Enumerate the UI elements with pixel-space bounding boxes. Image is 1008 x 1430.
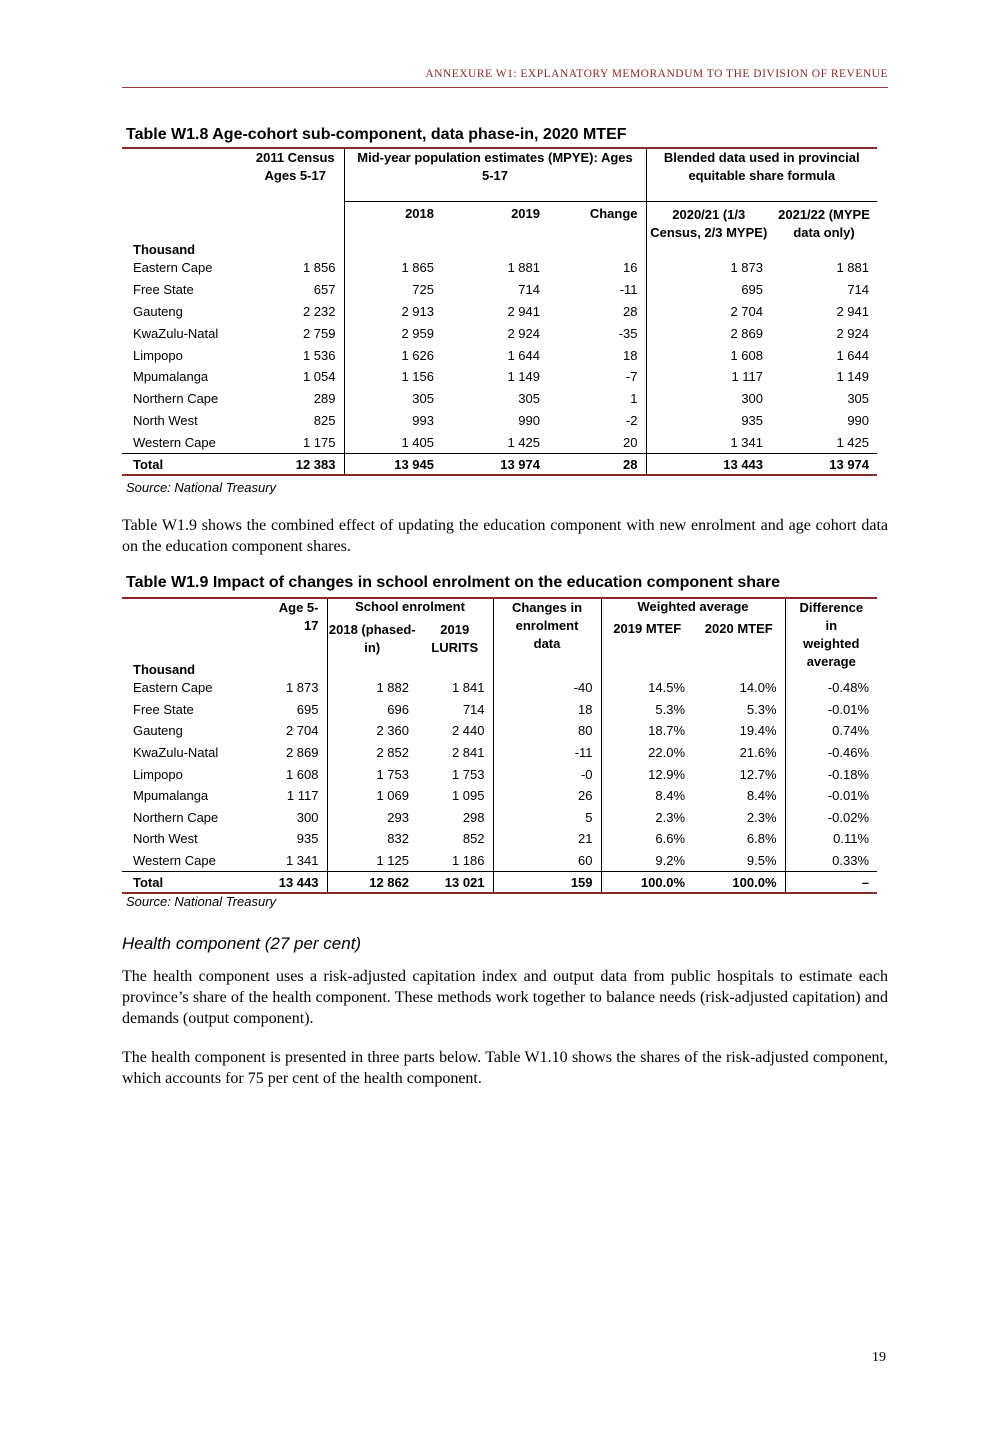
cell-y2021: 1 425	[836, 434, 870, 450]
cell-y2021: 1 149	[836, 369, 870, 385]
cell-e2019: 714	[462, 701, 485, 717]
cell-w2019: 14.5%	[601, 677, 693, 699]
table-row	[122, 763, 877, 785]
cell-y2021: 13 974	[771, 454, 877, 476]
row-label: Western Cape	[133, 434, 216, 450]
cell-e2019: 2 841	[451, 745, 485, 761]
cell-change: 18	[623, 347, 638, 363]
cell-y2019: 305	[518, 391, 540, 407]
row-label: Total	[122, 454, 247, 476]
table-row	[122, 279, 877, 301]
cell-diff: 0.11%	[785, 828, 877, 850]
cell-diff: 0.74%	[785, 720, 877, 742]
table-row	[122, 828, 877, 850]
cell-e2019: 2 440	[451, 723, 485, 739]
row-label: Limpopo	[133, 347, 183, 363]
table2-source: Source: National Treasury	[126, 894, 277, 909]
cell-w2020: 14.0%	[739, 680, 777, 696]
cell-e2019: 1 841	[451, 680, 485, 696]
t2-header-2019: 2019 LURITS	[431, 622, 479, 655]
cell-change: -35	[618, 325, 638, 341]
row-label: KwaZulu-Natal	[133, 745, 219, 761]
total-row	[122, 872, 877, 894]
cell-c2011: 2 759	[302, 325, 336, 341]
row-label: Western Cape	[133, 853, 216, 869]
cell-y2018: 1 156	[344, 366, 442, 388]
cell-changes: -11	[493, 742, 601, 764]
cell-w2019: 18.7%	[601, 720, 693, 742]
cell-e2018: 293	[327, 807, 417, 829]
row-label: North West	[133, 831, 198, 847]
cell-diff: -0.48%	[785, 677, 877, 699]
table-row	[122, 720, 877, 742]
t2-header-age: Age 5-17	[247, 598, 327, 677]
running-header: ANNEXURE W1: EXPLANATORY MEMORANDUM TO THE DIVISION OF REVENUE	[425, 68, 888, 80]
cell-e2018: 12 862	[327, 872, 417, 894]
row-label: KwaZulu-Natal	[133, 325, 219, 341]
row-label: Total	[122, 872, 247, 894]
row-label: Eastern Cape	[133, 680, 213, 696]
cell-y2021: 714	[847, 282, 870, 298]
cell-w2019: 22.0%	[601, 742, 693, 764]
cell-e2019: 852	[462, 831, 485, 847]
cell-y2020: 2 869	[646, 322, 771, 344]
cell-age: 1 117	[286, 788, 319, 804]
row-label: Free State	[133, 282, 194, 298]
cell-e2018: 832	[327, 828, 417, 850]
paragraph-3: The health component is presented in three parts below. Table W1.10 shows the shares of the risk-adjusted component, which accounts for 75 per cent of the health component.	[122, 1049, 888, 1087]
cell-change: 1	[630, 391, 638, 407]
cell-diff: -0.01%	[785, 785, 877, 807]
cell-y2020: 2 704	[646, 301, 771, 323]
cell-age: 695	[296, 701, 319, 717]
cell-changes: 21	[493, 828, 601, 850]
cell-w2019: 6.6%	[601, 828, 693, 850]
cell-y2018: 1 405	[344, 431, 442, 453]
cell-w2020: 100.0%	[693, 872, 785, 894]
table-row	[122, 322, 877, 344]
cell-y2018: 13 945	[344, 454, 442, 476]
cell-w2019: 5.3%	[601, 699, 693, 721]
table-row	[122, 301, 877, 323]
cell-c2011: 1 175	[302, 434, 336, 450]
cell-w2020: 2.3%	[746, 809, 777, 825]
table-row	[122, 431, 877, 453]
cell-y2019: 2 941	[507, 303, 540, 319]
cell-y2019: 13 974	[442, 454, 548, 476]
t2-header-weighted: Weighted average	[601, 598, 785, 617]
cell-y2019: 1 149	[507, 369, 540, 385]
cell-w2019: 12.9%	[601, 763, 693, 785]
cell-changes: 5	[493, 807, 601, 829]
cell-diff: –	[785, 872, 877, 894]
t1-header-unit: Thousand	[133, 242, 196, 257]
row-label: North West	[133, 412, 198, 428]
row-label: Northern Cape	[133, 809, 219, 825]
cell-e2018: 1 125	[327, 850, 417, 872]
cell-y2020: 1 608	[646, 344, 771, 366]
cell-w2019: 2.3%	[601, 807, 693, 829]
paragraph-1: Table W1.9 shows the combined effect of updating the education component with new enrolment and age cohort data on the education component shares.	[122, 517, 888, 555]
total-row	[122, 454, 877, 476]
cell-c2011: 825	[313, 412, 336, 428]
cell-diff: -0.02%	[785, 807, 877, 829]
cell-w2020: 9.5%	[746, 853, 777, 869]
cell-y2020: 300	[646, 388, 771, 410]
t1-header-2020: 2020/21 (1/3 Census, 2/3 MYPE)	[646, 201, 771, 257]
table-w1-9	[122, 597, 877, 894]
cell-change: 28	[548, 454, 646, 476]
cell-w2020: 21.6%	[739, 745, 777, 761]
header-rule	[122, 87, 888, 88]
row-label: Northern Cape	[133, 391, 219, 407]
cell-e2019: 298	[462, 809, 485, 825]
cell-y2020: 1 117	[646, 366, 771, 388]
t1-header-blended: Blended data used in provincial equitable share formula	[646, 148, 877, 201]
table-w1-8	[122, 147, 877, 476]
paragraph-2: The health component uses a risk-adjusted capitation index and output data from public hospitals to estimate each province’s share of the health component. These methods work together to balance needs (risk-adjusted capitation) and demands (output component).	[122, 968, 888, 1027]
cell-c2011: 1 054	[302, 369, 336, 385]
cell-c2011: 2 232	[302, 303, 336, 319]
cell-change: -2	[625, 412, 638, 428]
t1-header-change: Change	[548, 201, 646, 257]
cell-e2019: 13 021	[417, 872, 493, 894]
cell-y2018: 305	[344, 388, 442, 410]
cell-changes: 80	[493, 720, 601, 742]
table-row	[122, 785, 877, 807]
cell-changes: 159	[493, 872, 601, 894]
row-label: Eastern Cape	[133, 260, 213, 276]
cell-c2011: 289	[313, 391, 336, 407]
cell-y2021: 1 644	[836, 347, 870, 363]
cell-diff: -0.46%	[785, 742, 877, 764]
cell-y2020: 935	[646, 410, 771, 432]
cell-y2018: 2 959	[344, 322, 442, 344]
table-row	[122, 807, 877, 829]
cell-age: 1 873	[285, 680, 319, 696]
cell-age: 1 608	[285, 766, 319, 782]
cell-age: 13 443	[247, 872, 327, 894]
table-row	[122, 677, 877, 699]
t2-header-unit: Thousand	[122, 598, 247, 677]
cell-w2020: 19.4%	[739, 723, 777, 739]
cell-y2018: 725	[344, 279, 442, 301]
cell-y2020: 1 341	[646, 431, 771, 453]
cell-e2018: 696	[327, 699, 417, 721]
row-label: Free State	[133, 701, 194, 717]
cell-age: 2 869	[285, 745, 319, 761]
row-label: Mpumalanga	[133, 788, 209, 804]
t1-header-2019: 2019	[442, 201, 548, 257]
table-row	[122, 850, 877, 872]
cell-y2021: 305	[847, 391, 870, 407]
cell-y2019: 714	[518, 282, 540, 298]
cell-y2020: 13 443	[646, 454, 771, 476]
cell-e2018: 1 069	[327, 785, 417, 807]
cell-e2018: 1 753	[327, 763, 417, 785]
cell-changes: -40	[493, 677, 601, 699]
cell-y2018: 1 865	[344, 257, 442, 279]
t2-header-2019mtef: 2019 MTEF	[601, 617, 693, 677]
t2-header-school: School enrolment	[327, 598, 493, 617]
t1-header-2021: 2021/22 (MYPE data only)	[771, 201, 877, 257]
cell-y2021: 2 924	[836, 325, 870, 341]
table2-caption: Table W1.9 Impact of changes in school enrolment on the education component share	[126, 574, 781, 591]
row-label: Limpopo	[133, 766, 183, 782]
t1-header-census: 2011 Census Ages 5-17	[247, 148, 344, 201]
cell-y2018: 993	[344, 410, 442, 432]
cell-change: 20	[623, 434, 638, 450]
table-row	[122, 410, 877, 432]
table-row	[122, 699, 877, 721]
table-row	[122, 257, 877, 279]
cell-changes: 60	[493, 850, 601, 872]
cell-e2018: 2 360	[327, 720, 417, 742]
cell-y2021: 1 881	[836, 260, 870, 276]
t2-header-2018: 2018 (phased-in)	[327, 617, 417, 677]
cell-e2019: 1 095	[451, 788, 485, 804]
cell-c2011: 657	[313, 282, 336, 298]
cell-w2019: 8.4%	[601, 785, 693, 807]
row-label: Gauteng	[133, 303, 183, 319]
cell-w2019: 9.2%	[601, 850, 693, 872]
cell-y2018: 2 913	[344, 301, 442, 323]
cell-change: -7	[625, 369, 638, 385]
cell-change: 28	[623, 303, 638, 319]
cell-changes: 18	[493, 699, 601, 721]
cell-y2020: 1 873	[646, 257, 771, 279]
cell-y2019: 1 881	[507, 260, 540, 276]
table-row	[122, 366, 877, 388]
cell-y2019: 990	[518, 412, 540, 428]
section-heading: Health component (27 per cent)	[122, 934, 362, 953]
cell-w2020: 6.8%	[746, 831, 777, 847]
t1-header-mpye: Mid-year population estimates (MPYE): Ages 5-17	[344, 148, 646, 201]
cell-diff: -0.18%	[785, 763, 877, 785]
cell-y2021: 990	[847, 412, 870, 428]
row-label: Gauteng	[133, 723, 183, 739]
cell-e2018: 1 882	[327, 677, 417, 699]
cell-change: 16	[623, 260, 638, 276]
cell-e2019: 1 186	[451, 853, 485, 869]
cell-y2019: 1 644	[507, 347, 540, 363]
cell-c2011: 12 383	[247, 454, 344, 476]
page-number: 19	[872, 1350, 886, 1365]
cell-w2020: 5.3%	[746, 701, 777, 717]
table-row	[122, 344, 877, 366]
cell-changes: -0	[493, 763, 601, 785]
cell-e2018: 2 852	[327, 742, 417, 764]
t2-header-2020mtef: 2020 MTEF	[704, 621, 773, 636]
cell-y2018: 1 626	[344, 344, 442, 366]
cell-age: 935	[296, 831, 319, 847]
cell-w2019: 100.0%	[601, 872, 693, 894]
cell-c2011: 1 856	[302, 260, 336, 276]
cell-e2019: 1 753	[451, 766, 485, 782]
table-row	[122, 742, 877, 764]
cell-y2019: 2 924	[507, 325, 540, 341]
cell-age: 1 341	[285, 853, 319, 869]
t2-header-diff: Difference in weighted average	[785, 598, 877, 677]
cell-w2020: 8.4%	[746, 788, 777, 804]
cell-w2020: 12.7%	[739, 766, 777, 782]
cell-diff: -0.01%	[785, 699, 877, 721]
table1-source: Source: National Treasury	[126, 480, 277, 495]
cell-y2019: 1 425	[507, 434, 540, 450]
t2-header-changes: Changes in enrolment data	[493, 598, 601, 677]
cell-y2020: 695	[646, 279, 771, 301]
cell-c2011: 1 536	[302, 347, 336, 363]
cell-changes: 26	[493, 785, 601, 807]
row-label: Mpumalanga	[133, 369, 209, 385]
cell-age: 300	[296, 809, 319, 825]
cell-diff: 0.33%	[785, 850, 877, 872]
cell-age: 2 704	[285, 723, 319, 739]
table1-caption: Table W1.8 Age-cohort sub-component, data phase-in, 2020 MTEF	[126, 126, 627, 143]
t1-header-2018: 2018	[344, 201, 442, 257]
cell-y2021: 2 941	[836, 303, 870, 319]
table-row	[122, 388, 877, 410]
cell-change: -11	[619, 282, 638, 298]
